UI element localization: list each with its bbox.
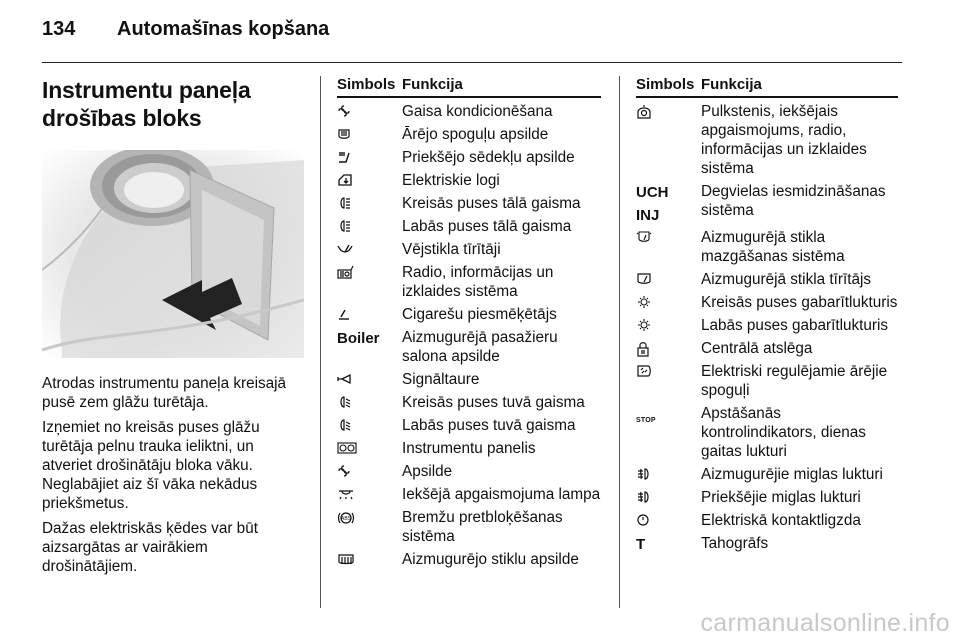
table-row [337, 324, 601, 366]
table-row [337, 259, 601, 301]
inj-symbol-text: INJ [636, 207, 660, 224]
rear-window-heating-icon [337, 550, 402, 569]
heating-icon [337, 462, 402, 481]
function-label: Aizmugurējā stikla mazgāšanas sistēma [701, 229, 845, 265]
table-row [337, 546, 601, 569]
table-row [636, 484, 898, 507]
function-label: Instrumentu panelis [402, 440, 536, 457]
clock-icon [636, 102, 701, 178]
table-row [337, 213, 601, 236]
section-title-line2: drošības bloks [42, 105, 202, 131]
function-label: Apstāšanās kontrolindikators, dienas gaitas lukturi [701, 405, 866, 460]
section-title [42, 76, 304, 132]
interior-light-icon [337, 485, 402, 504]
power-mirror-icon [636, 362, 701, 400]
function-label: Pulkstenis, iekšējais apgaismojums, radio, informācijas un izklaides sistēma [701, 103, 867, 177]
function-label: Centrālā atslēga [701, 340, 813, 357]
heated-seat-icon [337, 148, 402, 167]
table-row [337, 458, 601, 481]
high-beam-left-icon [337, 194, 402, 213]
paragraph: Atrodas instrumentu paneļa kreisajā pusē zem glāžu turētāja. [42, 375, 287, 411]
table-row [636, 98, 898, 178]
table-row [337, 236, 601, 259]
function-label: Iekšējā apgaismojuma lampa [402, 486, 601, 503]
function-column-header: Funkcija [402, 76, 463, 93]
heated-mirror-icon [337, 125, 402, 144]
rear-wiper-icon [636, 270, 701, 289]
left-column [42, 76, 304, 582]
table-row [337, 435, 601, 458]
function-label: Priekšējie miglas lukturi [701, 489, 861, 506]
function-label: Degvielas iesmidzināšanas sistēma [701, 183, 886, 219]
symbol-column-header: Simbols [337, 76, 396, 93]
function-label: Priekšējo sēdekļu apsilde [402, 149, 575, 166]
watermark: carmanualsonline.info [700, 609, 950, 637]
table-row [636, 358, 898, 400]
function-label: Kreisās puses tuvā gaisma [402, 394, 585, 411]
table-row [636, 224, 898, 266]
column-divider [619, 76, 620, 608]
page-number: 134 [42, 18, 76, 40]
side-light-left-icon [636, 293, 701, 312]
table-row [636, 335, 898, 358]
symbol-column-header: Simbols [636, 76, 695, 93]
front-fog-light-icon [636, 488, 701, 507]
function-label: Ārējo spoguļu apsilde [402, 126, 549, 143]
table-header [636, 76, 898, 98]
function-label: Vējstikla tīrītāji [402, 241, 501, 258]
table-row [337, 167, 601, 190]
table-row [636, 461, 898, 484]
paragraph: Dažas elektriskās ķēdes var būt aizsargātas ar vairākiem drošinātājiem. [42, 520, 258, 575]
paragraph: Izņemiet no kreisās puses glāžu turētāja pelnu trauka ieliktni, un atveriet drošinātāju bloka vāku. Neglabājiet aiz šī vāka nekādus priekšmetus. [42, 419, 260, 512]
low-beam-left-icon [337, 393, 402, 412]
tachograph-symbol-text: T [636, 536, 646, 553]
function-label: Labās puses tālā gaisma [402, 218, 572, 235]
function-label: Elektriskā kontaktligzda [701, 512, 861, 529]
column-divider [320, 76, 321, 608]
table-row [636, 178, 898, 224]
function-label: Signāltaure [402, 371, 480, 388]
high-beam-right-icon [337, 217, 402, 236]
table-row [337, 121, 601, 144]
function-label: Elektriskie logi [402, 172, 500, 189]
table-row [337, 98, 601, 121]
function-label: Elektriski regulējamie ārējie spoguļi [701, 363, 888, 399]
stop-symbol-text: STOP [636, 417, 656, 424]
function-label: Kreisās puses tālā gaisma [402, 195, 581, 212]
function-label: Tahogrāfs [701, 535, 769, 552]
power-socket-icon [636, 511, 701, 530]
power-window-icon [337, 171, 402, 190]
abs-icon [337, 508, 402, 546]
low-beam-right-icon [337, 416, 402, 435]
table-row [337, 504, 601, 546]
table-row [636, 530, 898, 553]
air-conditioning-icon [337, 102, 402, 121]
function-label: Kreisās puses gabarītlukturis [701, 294, 898, 311]
function-label: Aizmugurējā stikla tīrītājs [701, 271, 872, 288]
function-label: Apsilde [402, 463, 453, 480]
table-row [337, 366, 601, 389]
function-label: Aizmugurējā pasažieru salona apsilde [402, 329, 558, 365]
function-label: Aizmugurējo stiklu apsilde [402, 551, 579, 568]
table-header [337, 76, 601, 98]
windscreen-wiper-icon [337, 240, 402, 259]
chapter-title: Automašīnas kopšana [117, 18, 330, 40]
function-label: Labās puses gabarītlukturis [701, 317, 889, 334]
rear-washer-icon [636, 228, 701, 266]
instrument-panel-icon [337, 439, 402, 458]
uch-symbol-text: UCH [636, 184, 669, 201]
fuse-symbol-table-2 [636, 76, 898, 553]
central-lock-icon [636, 339, 701, 358]
function-label: Cigarešu piesmēķētājs [402, 306, 557, 323]
fuse-box-photo [42, 150, 304, 358]
fuse-symbol-table-1 [337, 76, 601, 569]
rear-fog-light-icon [636, 465, 701, 484]
table-row [636, 289, 898, 312]
section-title-line1: Instrumentu paneļa [42, 77, 251, 103]
side-light-right-icon [636, 316, 701, 335]
table-row [337, 481, 601, 504]
table-row [337, 301, 601, 324]
body-text [42, 374, 304, 576]
table-row [636, 507, 898, 530]
function-column-header: Funkcija [701, 76, 762, 93]
function-label: Aizmugurējie miglas lukturi [701, 466, 883, 483]
function-label: Gaisa kondicionēšana [402, 103, 553, 120]
table-row [337, 144, 601, 167]
boiler-symbol-text: Boiler [337, 330, 380, 347]
page-header [42, 18, 329, 48]
function-label: Radio, informācijas un izklaides sistēma [402, 264, 554, 300]
table-row [337, 190, 601, 213]
table-row [337, 412, 601, 435]
table-row [337, 389, 601, 412]
function-label: Bremžu pretbloķēšanas sistēma [402, 509, 563, 545]
horn-icon [337, 370, 402, 389]
function-label: Labās puses tuvā gaisma [402, 417, 576, 434]
svg-text:ABS: ABS [340, 516, 352, 522]
table-row [636, 312, 898, 335]
cigarette-lighter-icon [337, 305, 402, 324]
table-row [636, 400, 898, 461]
table-row [636, 266, 898, 289]
header-rule [42, 62, 902, 63]
radio-icon [337, 263, 402, 301]
